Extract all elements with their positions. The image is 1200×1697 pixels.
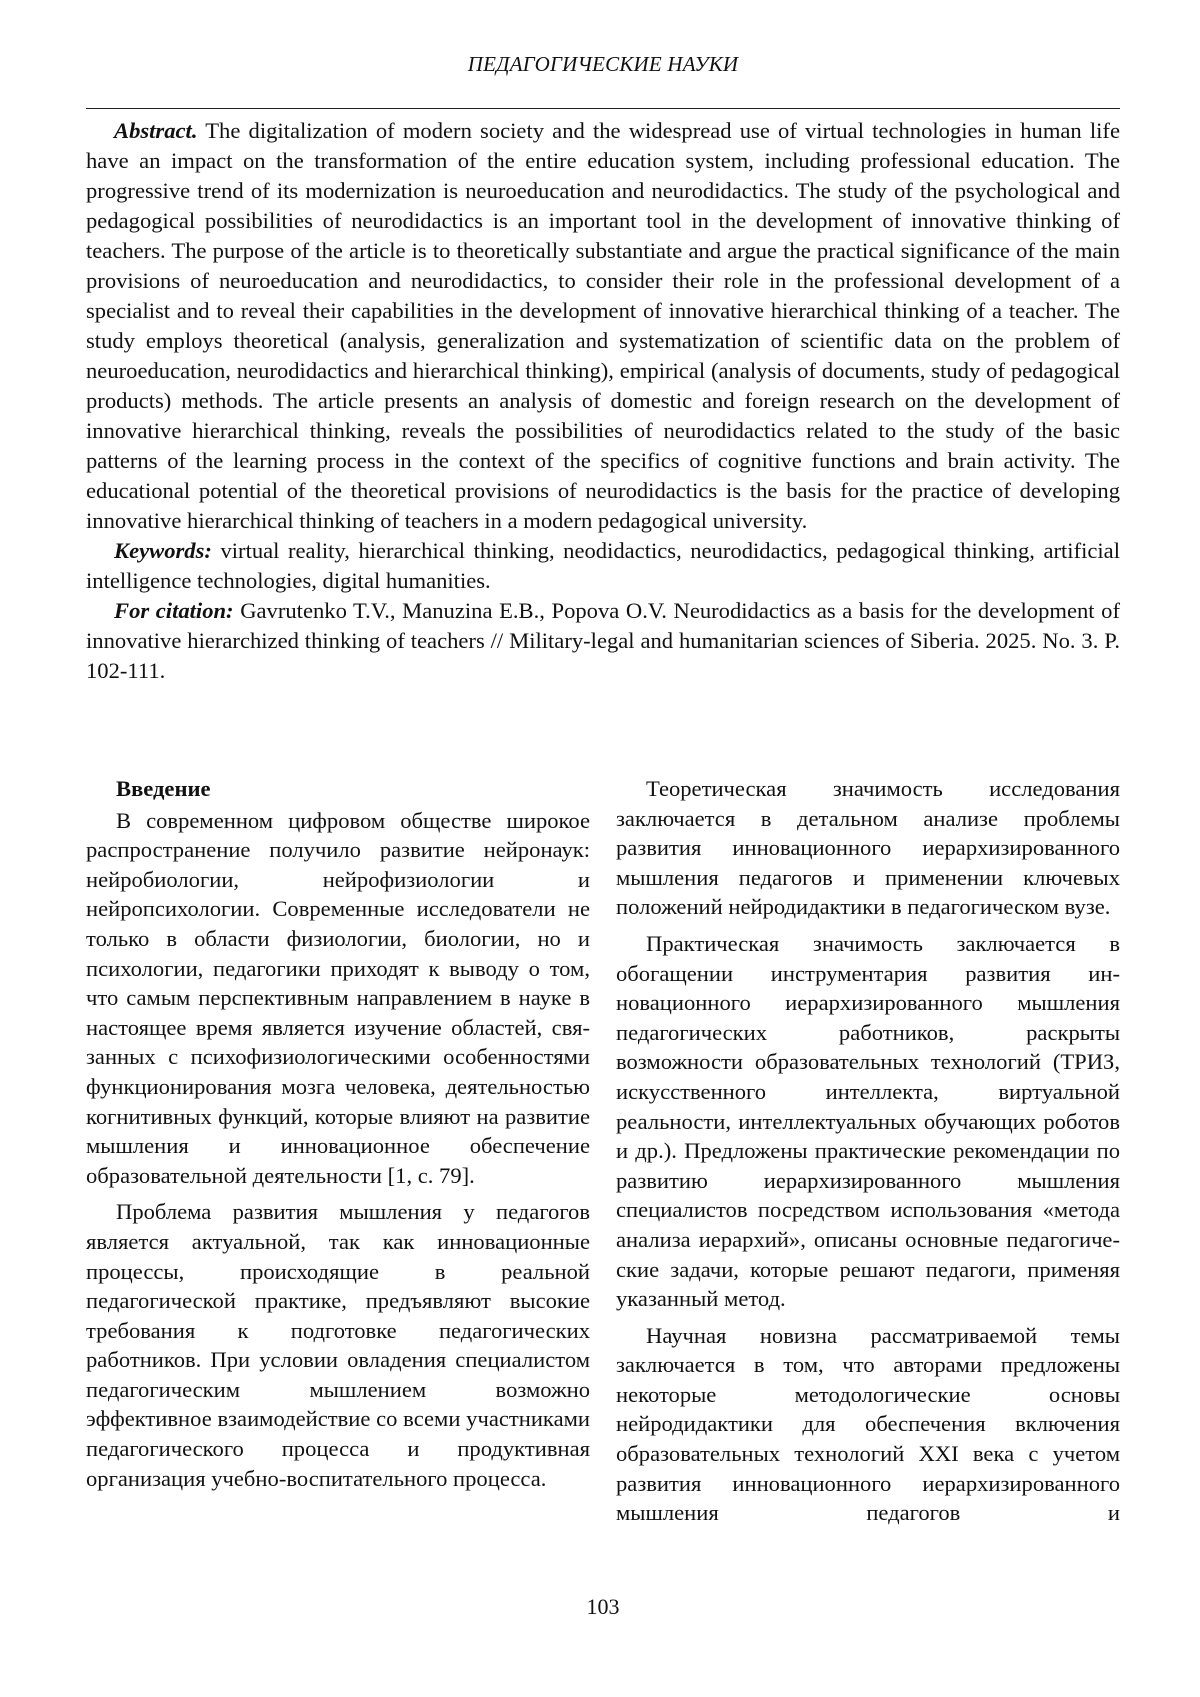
abstract-text: The digitalization of modern society and the widespread use of virtual technologies in human life have an impact on the transformation of the entire education system, including professional education. The progressive trend of its modernization is neuroeducation and neurodidactics. The study of the psychological and pedagogical possibilities of neurodidactics is an important tool in the development of innovative thinking of teachers. The purpose of the article is to theoretically substantiate and argue the practical significance of the main provisions of neuroeducation and neurodidactics, to consider their role in the professional development of a specialist and to reveal their capabilities in the development of innovative hierarchical thinking of a teacher. The study employs theoretical (analysis, generalization and systematization of scientific data on the problem of neuroeducation, neurodidactics and hierarchical thinking), empirical (analysis of documents, study of pedagogical products) methods. The article presents an analysis of domestic and foreign research on the development of innovative hierarchical thinking, reveals the possibilities of neurodidactics related to the study of the basic patterns of the learning process in the context of the specifics of cognitive functions and brain activity. The educational potential of the theoretical provisions of neurodidactics is the basis for the practice of developing innovative hierarchical thinking of teachers in a modern pedagogical university. [86, 118, 1120, 533]
body-paragraph: В современном цифровом обществе широкое распространение получило развитие нейронаук: нейробиологии, нейрофизиологии и нейропсихологии. Современные исследователи не только в области физиологии, биологии, но и психологии, педагогики приходят к выводу о том, что самым перспективным направлением в науке в настоящее время является изучение областей, связанных с психофизиологическими особенностями функционирования мозга человека, деятельностью когнитивных функций, которые влияют на развитие мышления и инновационное обеспечение образовательной деятельности [1, с. 79]. [86, 807, 590, 1188]
body-paragraph: Теоретическая значимость исследования заключается в детальном анализе проблемы развития инновационного иерархизированного мышления педагогов и применении ключевых положений нейродидактики в педагогическом вузе. [616, 776, 1120, 920]
keywords-paragraph [86, 536, 1120, 596]
header-divider [86, 108, 1120, 109]
section-heading: Введение [116, 776, 211, 801]
left-column [86, 774, 590, 1500]
keywords-label: Keywords: [114, 538, 212, 563]
body-paragraph: Практическая значимость заключается в обогащении инструментария развития инновационного иерархизированного мышления педагогических работников, раскрыты возможности образовательных технологий (ТРИЗ, искусственного интеллекта, виртуальной реальности, интеллектуальных обучающих роботов и др.). Предложены практические рекомендации по развитию иерархизированного мышления специалистов посредством использования «метода анализа иерархий», описаны основные педагогические задачи, которые решают педагоги, применяя указанный метод. [616, 930, 1120, 1312]
body-paragraph: Проблема развития мышления у педагогов является актуальной, так как инновационные процессы, происходящие в реальной педагогической практике, предъявляют высокие требования к подготовке педагогических работников. При условии овладения специалистом педагогическим мышлением возможно эффективное взаимодействие со всеми участниками педагогического процесса и продуктивная организация учебно-воспитательного процесса. [86, 1199, 590, 1491]
right-column [616, 774, 1120, 1535]
page-number: 103 [586, 1594, 620, 1619]
abstract-section [86, 116, 1120, 686]
citation-text: Gavrutenko T.V., Manuzina E.B., Popova O.V. Neurodidactics as a basis for the development of innovative hierarchized thinking of teachers // Military-legal and humanitarian sciences of Siberia. 2025. No. 3. P. 102-111. [86, 598, 1120, 683]
body-paragraph: Научная новизна рассматриваемой темы заключается в том, что авторами предложены некоторые методологические основы нейродидактики для обеспечения включения образовательных технологий XXI века с учетом развития инновационного иерархизированного мышления педагогов и [616, 1322, 1120, 1526]
running-header: ПЕДАГОГИЧЕСКИЕ НАУКИ [467, 52, 739, 76]
citation-paragraph [86, 596, 1120, 686]
citation-label: For citation: [114, 598, 234, 623]
abstract-label: Abstract. [114, 118, 198, 143]
abstract-paragraph [86, 116, 1120, 536]
keywords-text: virtual reality, hierarchical thinking, neodidactics, neurodidactics, pedagogical thinking, artificial intelligence technologies, digital humanities. [86, 538, 1120, 593]
